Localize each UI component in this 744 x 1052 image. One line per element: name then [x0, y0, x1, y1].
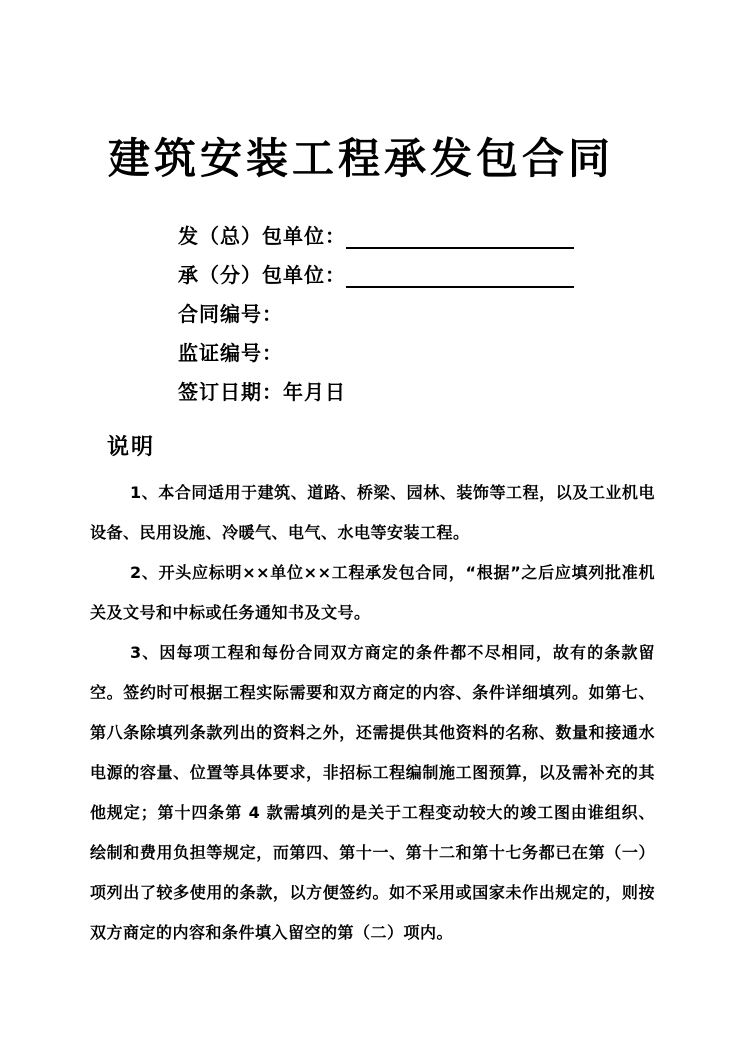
certification-number-label: 监证编号：	[178, 341, 283, 365]
notes-section-heading: 说明	[107, 435, 156, 460]
contracting-unit-label: 承（分）包单位：	[178, 263, 346, 287]
note-paragraph-2: 2、开头应标明××单位××工程承发包合同，“根据”之后应填列批准机关及文号和中标或任务通知书及文号。	[90, 563, 655, 622]
note-paragraph-1: 1、本合同适用于建筑、道路、桥梁、园林、装饰等工程，以及工业机电设备、民用设施、冷暖气、电气、水电等安装工程。	[90, 483, 655, 542]
issuing-unit-label: 发（总）包单位：	[178, 224, 346, 248]
notes-section-body	[90, 473, 655, 953]
contract-number-label: 合同编号：	[178, 302, 283, 326]
header-form	[178, 212, 744, 407]
note-paragraph-3: 3、因每项工程和每份合同双方商定的条件都不尽相同，故有的条款留空。签约时可根据工程实际需要和双方商定的内容、条件详细填列。如第七、第八条除填列条款列出的资料之外，还需提供其他资料的名称、数量和接通水电源的容量、位置等具体要求，非招标工程编制施工图预算，以及需补充的其他规定；第十四条第 4 款需填列的是关于工程变动较大的竣工图由谁组织、绘制和费用负担等规定，而第四、第十一、第十二和第十七务都已在第（一）项列出了较多使用的条款，以方便签约。如不采用或国家未作出规定的，则按双方商定的内容和条件填入留空的第（二）项内。	[90, 643, 655, 942]
signing-date-label: 签订日期：	[178, 380, 283, 404]
issuing-unit-blank-line	[346, 221, 574, 249]
form-row-contract-number	[178, 290, 744, 329]
contracting-unit-blank-line	[346, 260, 574, 288]
form-row-contracting-unit	[178, 251, 744, 290]
form-row-issuing-unit	[178, 212, 744, 251]
form-row-certification-number	[178, 329, 744, 368]
form-row-signing-date	[178, 368, 744, 407]
signing-date-value: 年月日	[283, 380, 346, 404]
document-title: 建筑安装工程承发包合同	[108, 134, 615, 183]
